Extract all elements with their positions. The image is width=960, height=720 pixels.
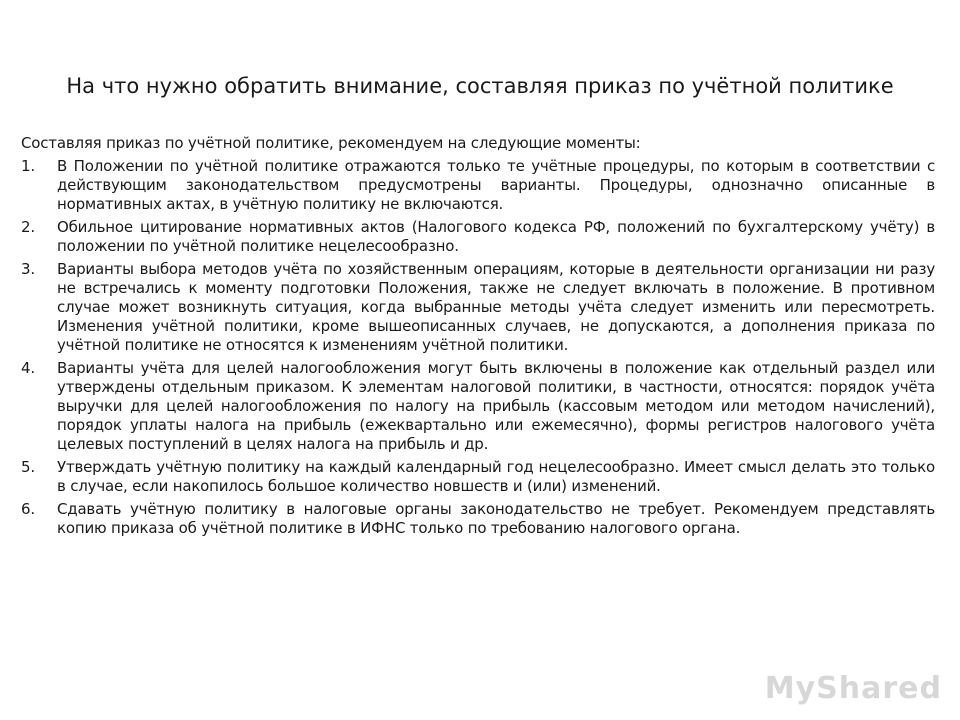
list-item <box>21 218 935 256</box>
recommendations-list <box>21 157 935 538</box>
list-item-text: Обильное цитирование нормативных актов (Налогового кодекса РФ, положений по бухгалтерскому учёту) в положении по учётной политике нецелесообразно. <box>57 218 935 255</box>
list-item-text: Сдавать учётную политику в налоговые органы законодательство не требует. Рекомендуем представлять копию приказа об учётной политике в ИФНС только по требованию налогового органа. <box>57 500 935 537</box>
list-item-number: 3. <box>21 260 35 278</box>
list-item-text: Варианты учёта для целей налогообложения могут быть включены в положение как отдельный раздел или утверждены отдельным приказом. К элементам налоговой политики, в частности, относятся: порядок учёта выручки для целей налогообложения по налогу на прибыль (кассовым методом или методом начислений), порядок уплаты налога на прибыль (ежеквартально или ежемесячно), формы регистров налогового учёта целевых поступлений в целях налога на прибыль и др. <box>57 359 935 453</box>
list-item <box>21 359 935 454</box>
list-item-text: В Положении по учётной политике отражаются только те учётные процедуры, по которым в соответствии с действующим законодательством предусмотрены варианты. Процедуры, однозначно описанные в нормативных актах, в учётную политику не включаются. <box>57 157 935 213</box>
slide-content <box>21 134 935 542</box>
list-item-number: 1. <box>21 157 35 175</box>
list-item <box>21 500 935 538</box>
watermark: MyShared <box>764 671 942 706</box>
list-item <box>21 458 935 496</box>
list-item-number: 5. <box>21 458 35 476</box>
list-item-number: 2. <box>21 218 35 236</box>
list-item <box>21 260 935 355</box>
list-item-text: Утверждать учётную политику на каждый календарный год нецелесообразно. Имеет смысл делать это только в случае, если накопилось большое количество новшеств и (или) изменений. <box>57 458 935 495</box>
list-item <box>21 157 935 214</box>
list-item-number: 4. <box>21 359 35 377</box>
list-item-text: Варианты выбора методов учёта по хозяйственным операциям, которые в деятельности организации ни разу не встречались к моменту подготовки Положения, также не следует включать в положение. В противном случае может возникнуть ситуация, когда выбранные методы учёта следует изменить или пересмотреть. Изменения учётной политики, кроме вышеописанных случаев, не допускаются, а дополнения приказа по учётной политике не относятся к изменениям учётной политики. <box>57 260 935 354</box>
slide-title: На что нужно обратить внимание, составляя приказ по учётной политике <box>66 74 894 99</box>
list-item-number: 6. <box>21 500 35 518</box>
intro-text: Составляя приказ по учётной политике, рекомендуем на следующие моменты: <box>21 134 641 152</box>
